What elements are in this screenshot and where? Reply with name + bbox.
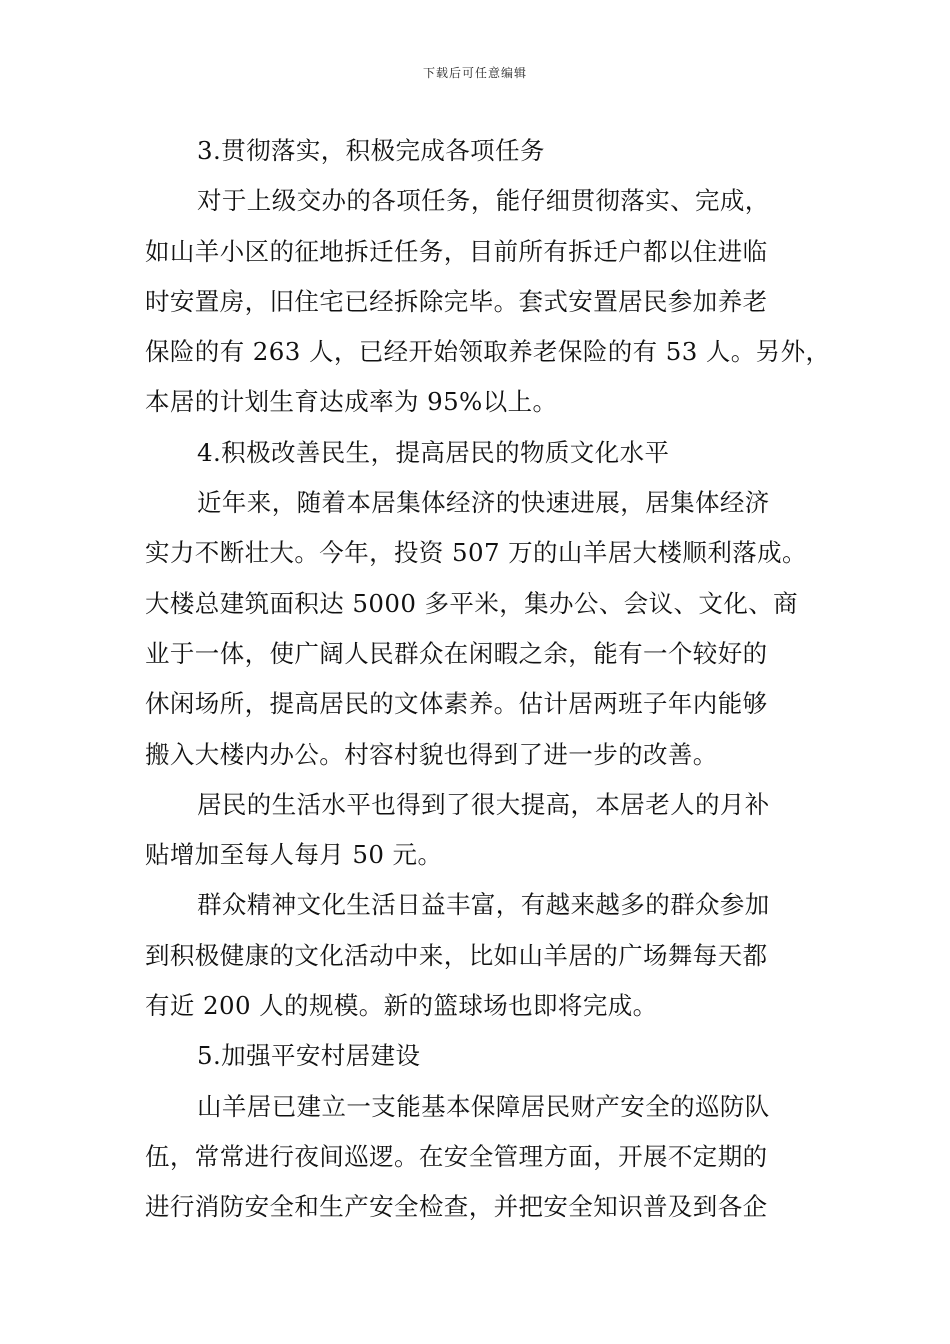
- document-body: [145, 126, 831, 1233]
- paragraph-line: 贴增加至每人每月 50 元。: [145, 840, 443, 870]
- paragraph-line: 保险的有 263 人，已经开始领取养老保险的有 53 人。另外，: [145, 337, 831, 367]
- paragraph-line: 山羊居已建立一支能基本保障居民财产安全的巡防队: [197, 1091, 770, 1121]
- paragraph-line: 大楼总建筑面积达 5000 多平米，集办公、会议、文化、商: [145, 588, 799, 618]
- paragraph-line: 近年来，随着本居集体经济的快速进展，居集体经济: [197, 488, 770, 518]
- paragraph-line: 业于一体，使广阔人民群众在闲暇之余，能有一个较好的: [145, 638, 768, 668]
- page-header: 下载后可任意编辑: [422, 66, 527, 80]
- paragraph-line: 居民的生活水平也得到了很大提高，本居老人的月补: [197, 789, 770, 819]
- paragraph-line: 有近 200 人的规模。新的篮球场也即将完成。: [145, 991, 658, 1021]
- section-heading-3: 3.贯彻落实，积极完成各项任务: [197, 136, 545, 165]
- paragraph-line: 对于上级交办的各项任务，能仔细贯彻落实、完成，: [197, 186, 770, 216]
- paragraph-line: 实力不断壮大。今年，投资 507 万的山羊居大楼顺利落成。: [145, 538, 807, 568]
- section-heading-4: 4.积极改善民生，提高居民的物质文化水平: [197, 437, 670, 467]
- paragraph-line: 进行消防安全和生产安全检查，并把安全知识普及到各企: [145, 1192, 768, 1222]
- paragraph-line: 如山羊小区的征地拆迁任务，目前所有拆迁户都以住进临: [145, 236, 768, 266]
- paragraph-line: 时安置房，旧住宅已经拆除完毕。套式安置居民参加养老: [145, 286, 768, 316]
- paragraph-line: 到积极健康的文化活动中来，比如山羊居的广场舞每天都: [145, 940, 768, 970]
- paragraph-line: 本居的计划生育达成率为 95%以上。: [145, 387, 558, 417]
- paragraph-line: 搬入大楼内办公。村容村貌也得到了进一步的改善。: [145, 739, 718, 769]
- paragraph-line: 伍，常常进行夜间巡逻。在安全管理方面，开展不定期的: [145, 1141, 768, 1171]
- section-heading-5: 5.加强平安村居建设: [197, 1041, 421, 1071]
- paragraph-line: 群众精神文化生活日益丰富，有越来越多的群众参加: [197, 890, 770, 920]
- paragraph-line: 休闲场所，提高居民的文体素养。估计居两班子年内能够: [145, 689, 768, 719]
